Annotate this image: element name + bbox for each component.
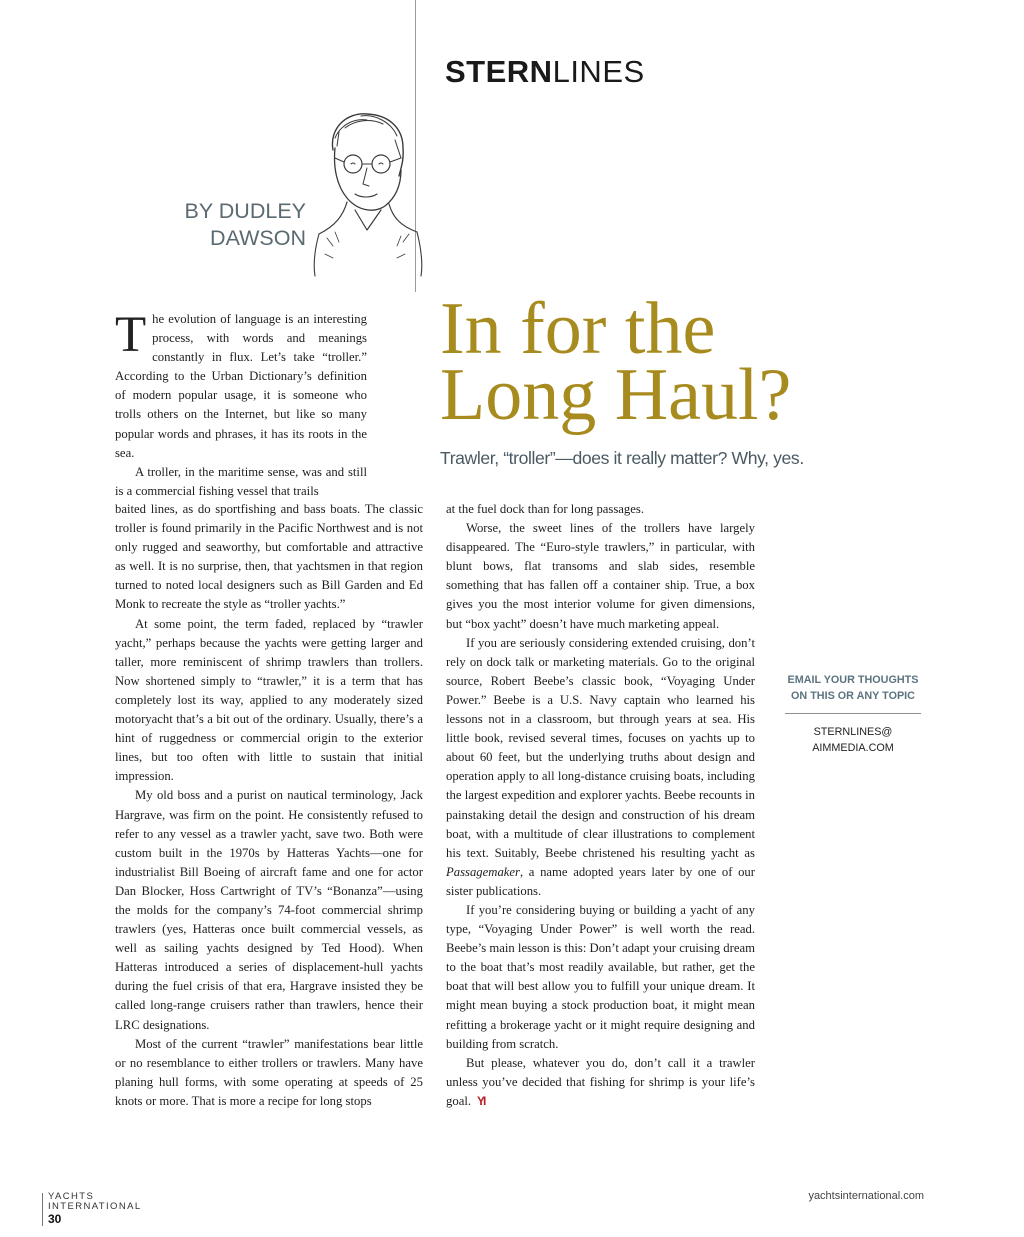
contact-email-link[interactable] xyxy=(785,724,921,756)
byline-line-1: BY DUDLEY xyxy=(184,199,306,223)
end-mark-logo: YI xyxy=(477,1093,485,1108)
paragraph-text: If you are seriously considering extended cruising, don’t rely on dock talk or marketing materials. Go to the original source, Robert Beebe’s classic book, “Voyaging Under Power.” Beebe is a U.S. Navy captain who learned his lessons not in a classroom, but through years at sea. His little book, revised several times, focuses on yachts up to about 60 feet, but the underlying truths about design and operation apply to all long-distance cruising boats, including the largest expedition and explorer yachts. Beebe recounts in painstaking detail the design and construction of his dream boat, with a multitude of clear illustrations to complement his text. Suitably, Beebe christened his resulting yacht as xyxy=(446,635,755,860)
body-paragraph xyxy=(446,634,755,901)
body-paragraph: At some point, the term faded, replaced by “trawler yacht,” perhaps because the yachts were getting larger and taller, more reminiscent of shrimp trawlers than trollers. Now shortened simply to “trawler,” it is a term that has completely lost its way, applied to any moderately sized motoryacht that’s a bit out of the ordinary. Usually, there’s a hint of ruggedness or commercial origin to the exterior lines, but too often with little to sustain that initial impression. xyxy=(115,616,423,784)
body-paragraph xyxy=(446,1054,755,1111)
headline-line-2: Long Haul? xyxy=(440,354,792,436)
contact-sidebar xyxy=(785,672,921,756)
section-title xyxy=(445,54,645,90)
headline-line-1: In for the xyxy=(440,288,716,370)
article-column-1-top xyxy=(115,307,367,501)
section-title-bold: STERN xyxy=(445,54,553,89)
magazine-name-line-2: INTERNATIONAL xyxy=(48,1201,142,1212)
page-number: 30 xyxy=(48,1212,62,1226)
article-column-2 xyxy=(446,500,755,1111)
drop-cap: T xyxy=(115,307,147,363)
body-paragraph: at the fuel dock than for long passages. xyxy=(446,502,645,516)
email-line-2: AIMMEDIA.COM xyxy=(812,742,894,754)
paragraph-text: , a name adopted years later by one of our sister publications. xyxy=(446,864,755,898)
email-line-1: STERNLINES@ xyxy=(813,726,893,738)
book-title-italic: Passagemaker xyxy=(446,864,520,879)
paragraph-text: he evolution of language is an interesting process, with words and meanings constantly in flux. Let’s take “troller.” According to the Urban Dictionary’s definition of modern popular usage, it is someone who trolls others on the Internet, but like so many popular words and phrases, it has its roots in the sea. xyxy=(115,312,367,460)
paragraph-text: But please, whatever you do, don’t call it a trawler unless you’ve decided that fishing for shrimp is your life’s goal. xyxy=(446,1055,755,1108)
magazine-name xyxy=(48,1192,142,1212)
sidebar-heading: EMAIL YOUR THOUGHTS ON THIS OR ANY TOPIC xyxy=(785,672,921,714)
body-paragraph: Worse, the sweet lines of the trollers have largely disappeared. The “Euro-style trawlers,” in particular, with blunt bows, flat transoms and slab sides, resemble something that has fallen off a container ship. True, a box gives you the most interior volume for given dimensions, but “box yacht” doesn’t have much marketing appeal. xyxy=(446,521,755,631)
article-column-1-bottom xyxy=(115,500,423,1111)
author-portrait xyxy=(305,98,425,278)
section-title-light: LINES xyxy=(552,54,645,89)
body-paragraph: baited lines, as do sportfishing and bass boats. The classic troller is found primarily in the Pacific Northwest and is not only rugged and seaworthy, but comfortable and attractive as well. It is no surprise, then, that yachtsmen in that region turned to noted local designers such as Bill Garden and Ed Monk to recreate the style as “troller yachts.” xyxy=(115,502,423,612)
body-paragraph: My old boss and a purist on nautical terminology, Jack Hargrave, was firm on the point. He consistently refused to refer to any vessel as a trawler yacht, save two. Both were custom built in the 1970s by Hatteras Yachts—one for industrialist Bill Boeing of aircraft fame and one for actor Dan Blocker, Hoss Cartwright of TV’s “Bonanza”—using the molds for the company’s 74-foot commercial shrimp trawlers (yes, Hatteras once built commercial vessels, as well as sailing yachts designed by Ted Hood). When Hatteras introduced a series of displacement-hull yachts during the fuel crisis of that era, Hargrave insisted they be called long-range cruisers rather than trawlers, hence their LRC designations. xyxy=(115,788,423,1032)
magazine-name-line-1: YACHTS xyxy=(48,1191,95,1202)
footer-divider xyxy=(42,1193,43,1226)
body-paragraph: Most of the current “trawler” manifestations bear little or no resemblance to either trollers or trawlers. Many have planing hull forms, with some operating at speeds of 25 knots or more. That is more a recipe for long stops xyxy=(115,1036,423,1108)
website-url[interactable]: yachtsinternational.com xyxy=(808,1190,924,1202)
headline xyxy=(440,288,860,436)
body-paragraph: A troller, in the maritime sense, was and still is a commercial fishing vessel that trails xyxy=(115,464,367,498)
byline xyxy=(150,198,306,252)
byline-line-2: DAWSON xyxy=(210,226,306,250)
body-paragraph: If you’re considering buying or building a yacht of any type, “Voyaging Under Power” is well worth the read. Beebe’s main lesson is this: Don’t adapt your cruising dream to the boat that’s most readily available, but rather, get the boat that will best allow you to fulfill your unique dream. It might mean buying a stock production boat, it might mean refitting a brokerage yacht or it might require designing and building from scratch. xyxy=(446,902,755,1051)
body-paragraph xyxy=(115,307,367,463)
subheadline: Trawler, “troller”—does it really matter? Why, yes. xyxy=(440,448,804,468)
